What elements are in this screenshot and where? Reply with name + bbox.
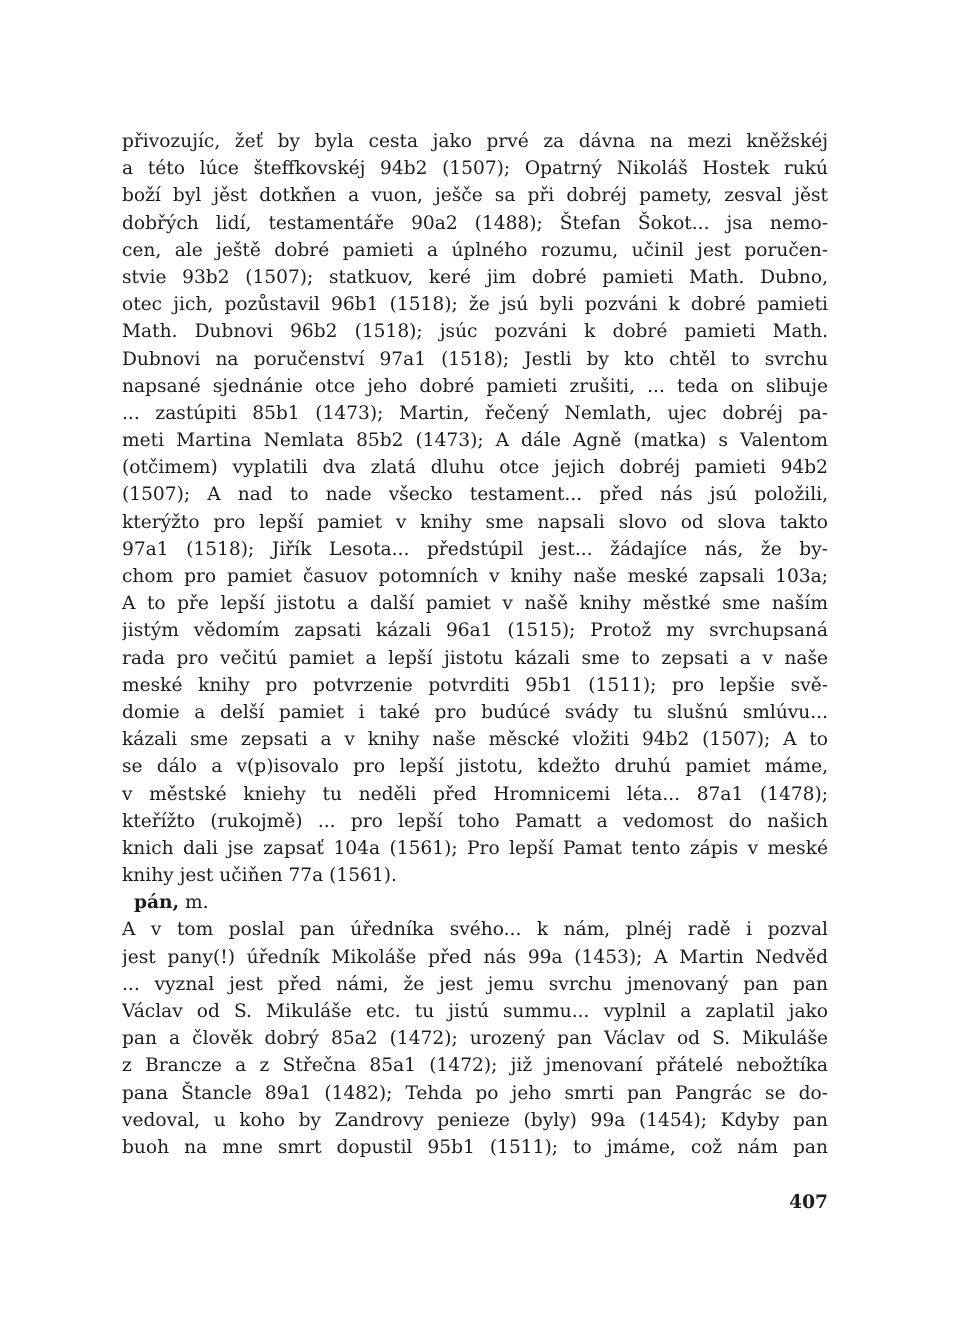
text-line: rada pro večitú pamiet a lepší jistotu kázali sme to zepsati a v naše: [122, 647, 828, 669]
text-line: vedoval, u koho by Zandrovy penieze (byly) 99a (1454); Kdyby pan: [122, 1109, 828, 1131]
text-line: pan a člověk dobrý 85a2 (1472); urozený pan Václav od S. Mikuláše: [122, 1028, 828, 1050]
text-line: otec jich, pozůstavil 96b1 (1518); že jsú byli pozváni k dobré pamieti: [122, 294, 828, 316]
text-line: knihy jest učiňen 77a (1561).: [122, 865, 397, 887]
text-line: ... vyznal jest před námi, že jest jemu svrchu jmenovaný pan pan: [122, 973, 828, 995]
text-line: pana Štancle 89a1 (1482); Tehda po jeho smrti pan Pangrác se do-: [122, 1082, 828, 1104]
text-line: jest pany(!) úředník Mikoláše před nás 99a (1453); A Martin Nedvěd: [122, 946, 828, 968]
text-line: meti Martina Nemlata 85b2 (1473); A dále Agně (matka) s Valentom: [122, 430, 828, 452]
paragraph-pamet-citations: [122, 128, 828, 889]
grammar-label: m.: [179, 892, 209, 914]
text-line: dobřých lidí, testamentáře 90a2 (1488); Štefan Šokot... jsa nemo-: [122, 212, 828, 234]
text-line: kteřížto (rukojmě) ... pro lepší toho Pamatt a vedomost do našich: [122, 810, 828, 832]
text-line: se dálo a v(p)isovalo pro lepší jistotu, kdežto druhú pamiet máme,: [122, 756, 828, 778]
text-line: knich dali jse zapsať 104a (1561); Pro lepší Pamat tento zápis v meské: [122, 837, 828, 859]
text-line: stvie 93b2 (1507); statkuov, keré jim dobré pamieti Math. Dubno,: [122, 266, 828, 288]
text-line: přivozujíc, žeť by byla cesta jako prvé za dávna na mezi kněžskéj: [122, 131, 828, 152]
text-line: buoh na mne smrt dopustil 95b1 (1511); to jmáme, což nám pan: [122, 1136, 828, 1158]
text-line: Math. Dubnovi 96b2 (1518); jsúc pozváni k dobré pamieti Math.: [122, 321, 828, 343]
text-line: Václav od S. Mikuláše etc. tu jistú summu... vyplnil a zaplatil jako: [122, 1001, 828, 1022]
entry-heading: [122, 889, 828, 916]
text-line: A v tom poslal pan úředníka svého... k nám, plnéj radě i pozval: [122, 919, 828, 941]
text-line: ... zastúpiti 85b1 (1473); Martin, řečený Nemlath, ujec dobréj pa-: [122, 402, 828, 424]
text-line: napsané sjednánie otce jeho dobré pamieti zrušiti, ... teda on slibuje: [122, 375, 828, 397]
text-line: v městské kniehy tu neděli před Hromnicemi léta... 87a1 (1478);: [122, 783, 828, 805]
text-line: jistým vědomím zapsati kázali 96a1 (1515); Protož my svrchupsaná: [122, 620, 828, 642]
text-line: a této lúce šteffkovskéj 94b2 (1507); Opatrný Nikoláš Hostek rukú: [122, 158, 828, 180]
text-line: (1507); A nad to nade všecko testament... před nás jsú položili,: [122, 484, 828, 506]
text-line: meské knihy pro potvrzenie potvrditi 95b1 (1511); pro lepšie svě-: [122, 674, 828, 696]
text-line: boží byl jěst dotkňen a vuon, ješče sa při dobréj pamety, zesval jěst: [122, 185, 828, 207]
text-line: kázali sme zepsati a v knihy naše měscké vložiti 94b2 (1507); A to: [122, 729, 828, 751]
text-line: chom pro pamiet časuov potomních v knihy naše meské zapsali 103a;: [122, 566, 828, 587]
text-line: domie a delší pamiet i také pro budúcé svády tu slušnú smlúvu...: [122, 701, 828, 723]
paragraph-pan-citations: [122, 916, 828, 1161]
headword: pán,: [134, 892, 180, 914]
text-line: cen, ale ještě dobré pamieti a úplného rozumu, učinil jest poručen-: [122, 239, 828, 261]
text-line: kterýžto pro lepší pamiet v knihy sme napsali slovo od slova takto: [122, 511, 828, 533]
text-line: A to pře lepší jistotu a další pamiet v našě knihy městké sme naším: [122, 593, 828, 615]
text-line: Dubnovi na poručenství 97a1 (1518); Jestli by kto chtěl to svrchu: [122, 348, 828, 370]
text-line: z Brancze a z Střečna 85a1 (1472); již jmenovaní přátelé nebožtíka: [122, 1055, 828, 1077]
text-line: 97a1 (1518); Jiřík Lesota... předstúpil jest... žádajíce nás, že by-: [122, 538, 828, 560]
text-line: (otčimem) vyplatili dva zlatá dluhu otce jejich dobréj pamieti 94b2: [122, 457, 828, 479]
page-number: 407: [789, 1192, 828, 1213]
body-text: [122, 128, 828, 1161]
